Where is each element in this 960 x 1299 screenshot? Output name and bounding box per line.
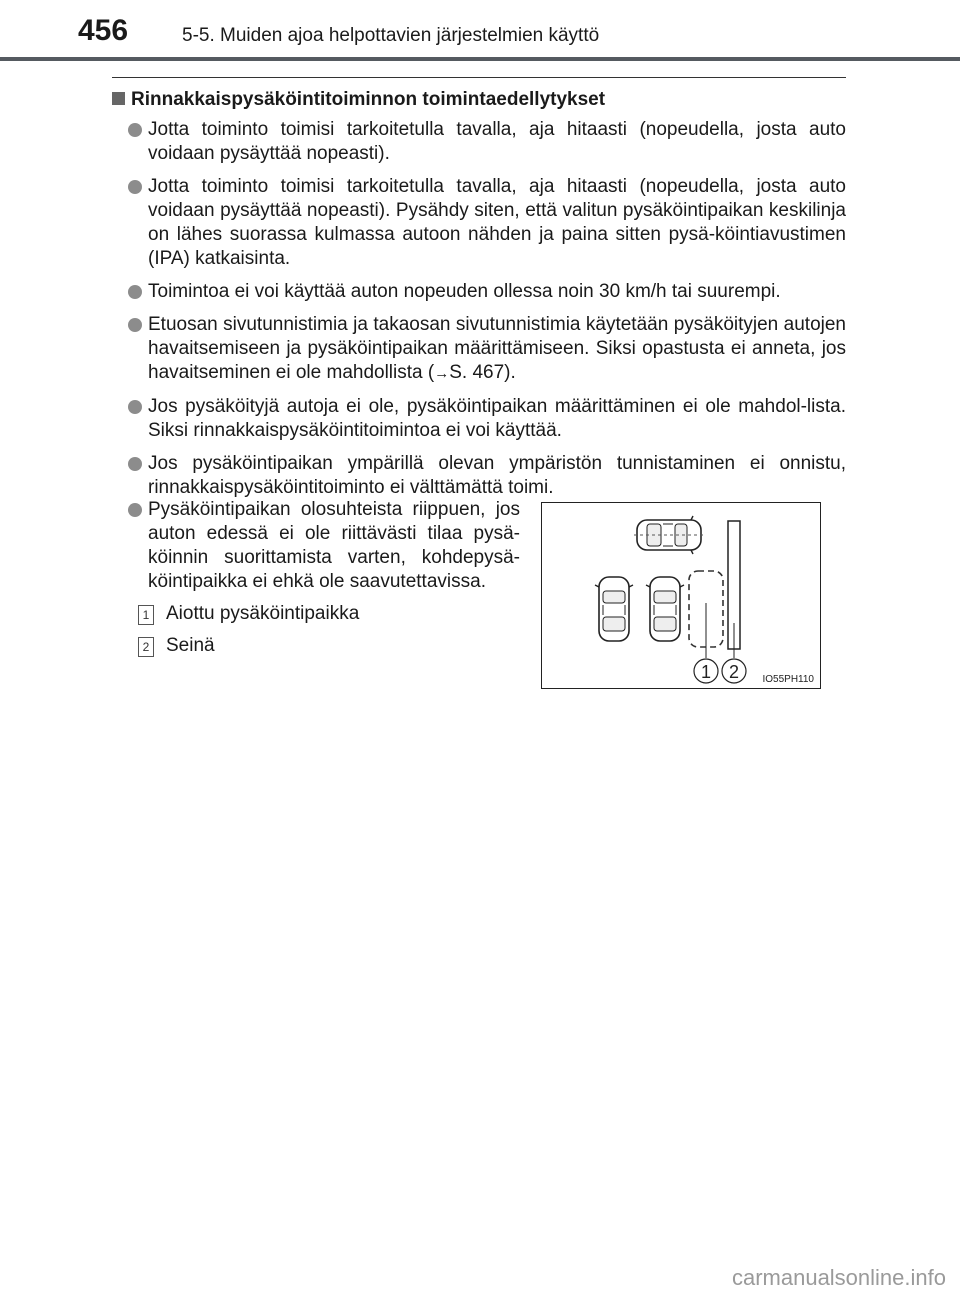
header-rule [0, 57, 960, 61]
arrow-right-icon: → [434, 365, 450, 382]
circle-bullet-icon [128, 123, 142, 137]
bullet-item [128, 313, 846, 386]
section-title [112, 89, 605, 111]
bullet-item [128, 118, 846, 166]
circle-bullet-icon [128, 180, 142, 194]
bullet-text: Jos pysäköityjä autoja ei ole, pysäköintipaikan määrittäminen ei ole mahdol-lista. Siksi rinnakkaispysäköintitoimintoa ei voi käyttää. [148, 396, 846, 441]
parking-illustration [541, 502, 821, 689]
callout-1-label: 1 [700, 662, 712, 682]
circle-bullet-icon [128, 400, 142, 414]
moving-car-icon [634, 516, 704, 554]
bullet-item [128, 280, 846, 304]
bullet-text: Jotta toiminto toimisi tarkoitetulla tavalla, aja hitaasti (nopeudella, josta auto voidaan pysäyttää nopeasti). Pysähdy siten, että valitun pysäköintipaikan keskilinja on lähes suorassa kulmassa autoon nähden ja paina sitten pysä-köintiavustimen (IPA) katkaisinta. [148, 176, 846, 269]
circle-bullet-icon [128, 318, 142, 332]
bullet-text: Pysäköintipaikan olosuhteista riippuen, jos auton edessä ei ole riittävästi tilaa pysä-köinnin suorittamista varten, kohdepysä-köintipaikka ei ehkä ole saavutettavissa. [148, 499, 520, 592]
legend-number: 2 [138, 637, 154, 657]
circle-bullet-icon [128, 285, 142, 299]
circle-bullet-icon [128, 457, 142, 471]
parking-diagram [542, 503, 820, 688]
bullet-item-with-figure [128, 498, 520, 594]
bullet-text-before: Etuosan sivutunnistimia ja takaosan sivutunnistimia käytetään pysäköityjen autojen havaitsemiseen ja pysäköintipaikan määrittämiseen. Siksi opastusta ei anneta, jos havaitseminen ei ole mahdollista ( [148, 314, 846, 383]
page-reference-link[interactable]: S. 467 [449, 362, 505, 383]
watermark: carmanualsonline.info [731, 1265, 946, 1290]
chapter-title: 5-5. Muiden ajoa helpottavien järjestelmien käyttö [182, 25, 600, 46]
page-header [0, 0, 960, 60]
section-rule [112, 77, 846, 78]
bullet-item [128, 452, 846, 500]
legend-number: 1 [138, 605, 154, 625]
bullet-item [128, 175, 846, 271]
section-title-text: Rinnakkaispysäköintitoiminnon toimintaedellytykset [131, 89, 606, 110]
bullet-text: Toimintoa ei voi käyttää auton nopeuden ollessa noin 30 km/h tai suurempi. [148, 281, 781, 302]
bullet-item [128, 395, 846, 443]
circle-bullet-icon [128, 503, 142, 517]
parked-car-icon [646, 577, 684, 641]
bullet-text: Jotta toiminto toimisi tarkoitetulla tavalla, aja hitaasti (nopeudella, josta auto voidaan pysäyttää nopeasti). [148, 119, 846, 164]
page-number: 456 [78, 14, 129, 47]
bullet-text-after: ). [504, 362, 516, 383]
figure-code: IO55PH110 [762, 674, 814, 685]
square-bullet-icon [112, 92, 125, 105]
legend-label: Aiottu pysäköintipaikka [166, 603, 360, 624]
bullet-text: Jos pysäköintipaikan ympärillä olevan ympäristön tunnistaminen ei onnistu, rinnakkaispysäköintitoiminto ei välttämättä toimi. [148, 453, 846, 498]
callout-2 [722, 659, 746, 683]
callout-1 [694, 659, 718, 683]
legend-label: Seinä [166, 635, 215, 656]
bullet-list [128, 118, 846, 509]
parked-car-icon [595, 577, 633, 641]
callout-2-label: 2 [728, 662, 740, 682]
